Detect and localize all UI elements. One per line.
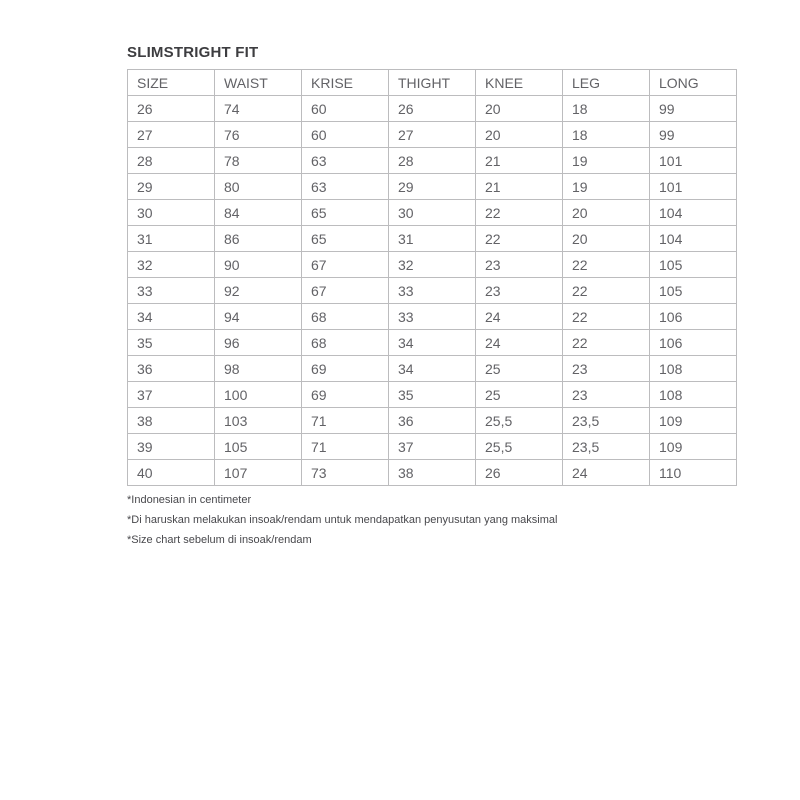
size-chart-table-head: [128, 70, 737, 96]
table-cell: 19: [563, 174, 650, 200]
table-cell: 38: [389, 460, 476, 486]
table-cell: 101: [650, 148, 737, 174]
size-chart-section: [127, 44, 699, 550]
table-row: [128, 148, 737, 174]
table-cell: 25: [476, 356, 563, 382]
table-cell: 63: [302, 148, 389, 174]
table-cell: 26: [476, 460, 563, 486]
table-cell: 24: [476, 304, 563, 330]
table-cell: 20: [563, 200, 650, 226]
table-row: [128, 382, 737, 408]
table-cell: 73: [302, 460, 389, 486]
table-cell: 29: [389, 174, 476, 200]
table-cell: 110: [650, 460, 737, 486]
table-cell: 78: [215, 148, 302, 174]
table-cell: 20: [476, 96, 563, 122]
table-cell: 23: [563, 356, 650, 382]
table-row: [128, 174, 737, 200]
table-cell: 34: [128, 304, 215, 330]
table-cell: 105: [650, 278, 737, 304]
table-row: [128, 356, 737, 382]
table-row: [128, 304, 737, 330]
table-cell: 94: [215, 304, 302, 330]
table-cell: 60: [302, 122, 389, 148]
column-header: LEG: [563, 70, 650, 96]
table-cell: 28: [389, 148, 476, 174]
table-cell: 67: [302, 252, 389, 278]
table-cell: 22: [563, 278, 650, 304]
table-cell: 18: [563, 122, 650, 148]
table-cell: 22: [476, 200, 563, 226]
table-cell: 67: [302, 278, 389, 304]
size-chart-table: [127, 69, 737, 486]
table-cell: 22: [563, 252, 650, 278]
table-cell: 103: [215, 408, 302, 434]
column-header: THIGHT: [389, 70, 476, 96]
table-cell: 108: [650, 356, 737, 382]
table-cell: 31: [128, 226, 215, 252]
column-header: WAIST: [215, 70, 302, 96]
table-cell: 106: [650, 304, 737, 330]
table-cell: 25: [476, 382, 563, 408]
table-cell: 105: [215, 434, 302, 460]
table-cell: 68: [302, 304, 389, 330]
table-cell: 36: [128, 356, 215, 382]
table-cell: 32: [128, 252, 215, 278]
table-cell: 34: [389, 356, 476, 382]
table-cell: 18: [563, 96, 650, 122]
table-cell: 63: [302, 174, 389, 200]
table-cell: 35: [389, 382, 476, 408]
table-cell: 100: [215, 382, 302, 408]
table-cell: 38: [128, 408, 215, 434]
table-cell: 30: [128, 200, 215, 226]
table-cell: 23: [563, 382, 650, 408]
column-header: SIZE: [128, 70, 215, 96]
table-cell: 23,5: [563, 434, 650, 460]
table-cell: 21: [476, 148, 563, 174]
table-cell: 24: [563, 460, 650, 486]
table-cell: 71: [302, 434, 389, 460]
table-cell: 69: [302, 356, 389, 382]
table-row: [128, 434, 737, 460]
table-cell: 80: [215, 174, 302, 200]
table-row: [128, 252, 737, 278]
table-cell: 74: [215, 96, 302, 122]
table-cell: 33: [389, 278, 476, 304]
table-row: [128, 96, 737, 122]
table-cell: 32: [389, 252, 476, 278]
table-cell: 34: [389, 330, 476, 356]
table-row: [128, 408, 737, 434]
table-cell: 84: [215, 200, 302, 226]
table-cell: 27: [389, 122, 476, 148]
table-cell: 25,5: [476, 408, 563, 434]
table-cell: 99: [650, 122, 737, 148]
table-cell: 26: [128, 96, 215, 122]
table-cell: 108: [650, 382, 737, 408]
table-cell: 30: [389, 200, 476, 226]
table-cell: 39: [128, 434, 215, 460]
table-cell: 96: [215, 330, 302, 356]
table-cell: 104: [650, 200, 737, 226]
table-cell: 92: [215, 278, 302, 304]
table-row: [128, 122, 737, 148]
table-row: [128, 278, 737, 304]
table-row: [128, 200, 737, 226]
table-cell: 37: [389, 434, 476, 460]
table-cell: 90: [215, 252, 302, 278]
table-cell: 19: [563, 148, 650, 174]
table-cell: 21: [476, 174, 563, 200]
table-cell: 33: [389, 304, 476, 330]
table-cell: 24: [476, 330, 563, 356]
column-header: LONG: [650, 70, 737, 96]
table-cell: 68: [302, 330, 389, 356]
table-cell: 76: [215, 122, 302, 148]
table-row: [128, 330, 737, 356]
table-cell: 35: [128, 330, 215, 356]
table-cell: 27: [128, 122, 215, 148]
footnotes: [127, 490, 672, 550]
table-cell: 99: [650, 96, 737, 122]
table-cell: 105: [650, 252, 737, 278]
table-cell: 98: [215, 356, 302, 382]
table-cell: 109: [650, 408, 737, 434]
table-cell: 107: [215, 460, 302, 486]
table-cell: 23,5: [563, 408, 650, 434]
table-cell: 23: [476, 252, 563, 278]
table-cell: 104: [650, 226, 737, 252]
size-chart-title: SLIMSTRIGHT FIT: [127, 44, 259, 61]
table-cell: 29: [128, 174, 215, 200]
size-chart-table-body: [128, 96, 737, 486]
table-cell: 37: [128, 382, 215, 408]
table-cell: 65: [302, 200, 389, 226]
table-cell: 69: [302, 382, 389, 408]
table-cell: 22: [476, 226, 563, 252]
table-cell: 71: [302, 408, 389, 434]
table-row: [128, 226, 737, 252]
footnote-line: *Size chart sebelum di insoak/rendam: [127, 534, 312, 546]
column-header: KNEE: [476, 70, 563, 96]
table-cell: 20: [476, 122, 563, 148]
table-cell: 26: [389, 96, 476, 122]
column-header: KRISE: [302, 70, 389, 96]
table-cell: 25,5: [476, 434, 563, 460]
table-cell: 109: [650, 434, 737, 460]
footnote-line: *Indonesian in centimeter: [127, 494, 252, 506]
table-row: [128, 460, 737, 486]
table-cell: 33: [128, 278, 215, 304]
table-cell: 20: [563, 226, 650, 252]
table-cell: 60: [302, 96, 389, 122]
table-cell: 106: [650, 330, 737, 356]
table-cell: 23: [476, 278, 563, 304]
table-cell: 31: [389, 226, 476, 252]
footnote-line: *Di haruskan melakukan insoak/rendam untuk mendapatkan penyusutan yang maksimal: [127, 514, 558, 526]
table-cell: 28: [128, 148, 215, 174]
table-cell: 101: [650, 174, 737, 200]
table-cell: 86: [215, 226, 302, 252]
table-cell: 40: [128, 460, 215, 486]
header-row: [128, 70, 737, 96]
table-cell: 22: [563, 330, 650, 356]
table-cell: 22: [563, 304, 650, 330]
table-cell: 36: [389, 408, 476, 434]
table-cell: 65: [302, 226, 389, 252]
